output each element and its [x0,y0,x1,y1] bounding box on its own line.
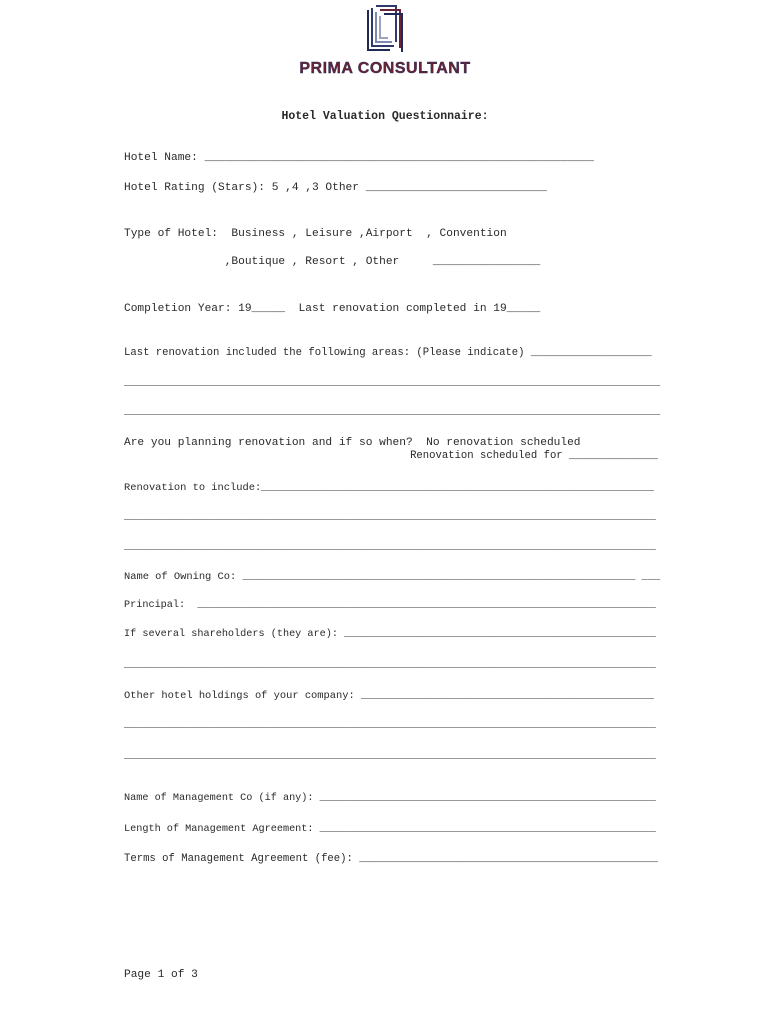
last-renovation-field[interactable]: Last renovation included the following areas: (Please indicate) ___________________ [124,347,652,359]
company-name: PRIMA CONSULTANT [299,60,471,77]
stacked-frames-logo-icon [366,4,404,54]
completion-year-field[interactable]: Completion Year: 19_____ Last renovation completed in 19_____ [124,303,541,315]
answer-blank-line[interactable]: _______________________________________________________________________________________ [124,720,656,731]
company-logo [290,4,480,80]
answer-blank-line[interactable]: ______________________________________________________________________________________ [124,377,661,389]
shareholders-field[interactable]: If several shareholders (they are): ___________________________________________________ [124,629,656,640]
answer-blank-line[interactable]: ______________________________________________________________________________________ [124,406,661,418]
document-title: Hotel Valuation Questionnaire: [281,110,489,123]
page-number: Page 1 of 3 [124,969,198,981]
answer-blank-line[interactable]: _______________________________________________________________________________________ [124,660,656,671]
hotel-type-options-cont[interactable]: ,Boutique , Resort , Other ________________ [124,256,541,268]
management-length-field[interactable]: Length of Management Agreement: _______________________________________________________ [124,824,656,835]
renovation-include-field[interactable]: Renovation to include:_______________________________________________________________ [124,482,655,494]
answer-blank-line[interactable]: _______________________________________________________________________________________ [124,751,656,762]
answer-blank-line[interactable]: _______________________________________________________________________________________ [124,542,656,553]
management-company-field[interactable]: Name of Management Co (if any): _______________________________________________________ [124,793,656,804]
owning-company-field[interactable]: Name of Owning Co: _______________________________________________________________ ___ [124,571,661,583]
management-terms-field[interactable]: Terms of Management Agreement (fee): _______________________________________________ [124,853,659,865]
hotel-type-options[interactable]: Type of Hotel: Business , Leisure ,Airport , Convention [124,228,507,240]
hotel-name-field[interactable]: Hotel Name: __________________________________________________________ [124,152,594,164]
renovation-scheduled-field[interactable]: Renovation scheduled for ______________ [124,450,659,462]
principal-field[interactable]: Principal: ___________________________________________________________________________ [124,600,656,611]
answer-blank-line[interactable]: _______________________________________________________________________________________ [124,512,656,523]
hotel-rating-field[interactable]: Hotel Rating (Stars): 5 ,4 ,3 Other ___________________________ [124,182,547,194]
planning-renovation-question[interactable]: Are you planning renovation and if so when? No renovation scheduled [124,437,581,449]
other-holdings-field[interactable]: Other hotel holdings of your company: _______________________________________________ [124,690,655,702]
